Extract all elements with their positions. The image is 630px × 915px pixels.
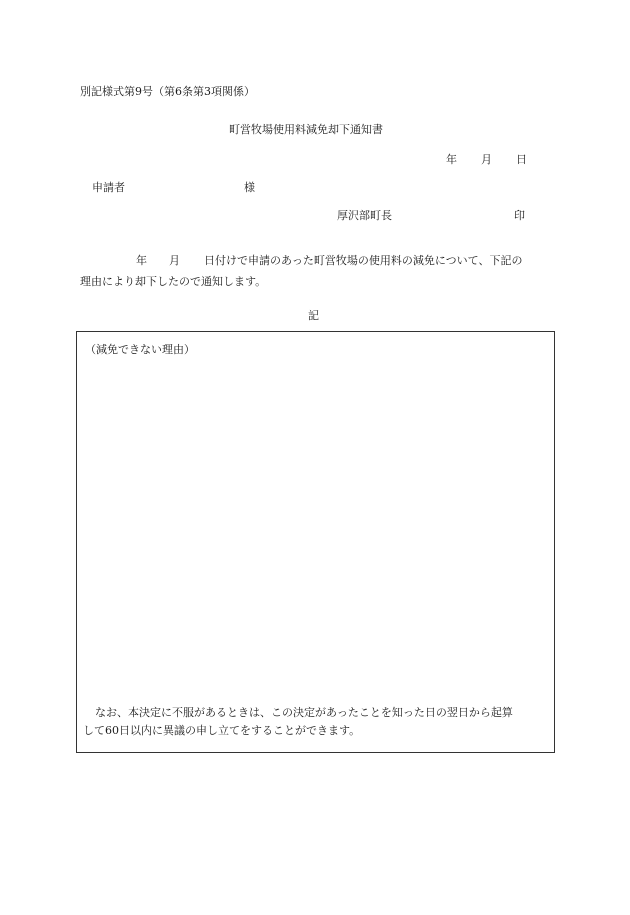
issuer-name: 厚沢部町長 (337, 209, 392, 222)
appeal-note (83, 704, 549, 740)
appeal-note-line-2: して60日以内に異議の申し立てをすることができます。 (83, 724, 361, 737)
seal-mark: 印 (514, 209, 525, 222)
appeal-note-line-1-text: なお、本決定に不服があるときは、この決定があったことを知った日の翌日から起算 (95, 706, 513, 719)
reason-box (76, 331, 555, 753)
body-year-label: 年 (136, 254, 147, 267)
applicant-honorific: 様 (244, 181, 255, 194)
body-month-label: 月 (169, 254, 180, 267)
applicant-label: 申請者 (92, 181, 125, 194)
date-day-label: 日 (516, 153, 527, 166)
notice-body-line-1 (80, 250, 558, 271)
reason-label: （減免できない理由） (85, 343, 195, 356)
appeal-note-line-1 (83, 704, 549, 722)
form-number: 別記様式第9号（第6条第3項関係） (80, 85, 255, 98)
document-title: 町営牧場使用料減免却下通知書 (229, 123, 383, 136)
date-line (446, 154, 527, 165)
body-line-1-text: 日付けで申請のあった町営牧場の使用料の減免について、下記の (204, 254, 523, 267)
ki-heading: 記 (308, 309, 319, 322)
date-year-label: 年 (446, 153, 457, 166)
date-month-label: 月 (481, 153, 492, 166)
notice-body (80, 250, 558, 292)
notice-body-line-2: 理由により却下したので通知します。 (80, 275, 267, 288)
